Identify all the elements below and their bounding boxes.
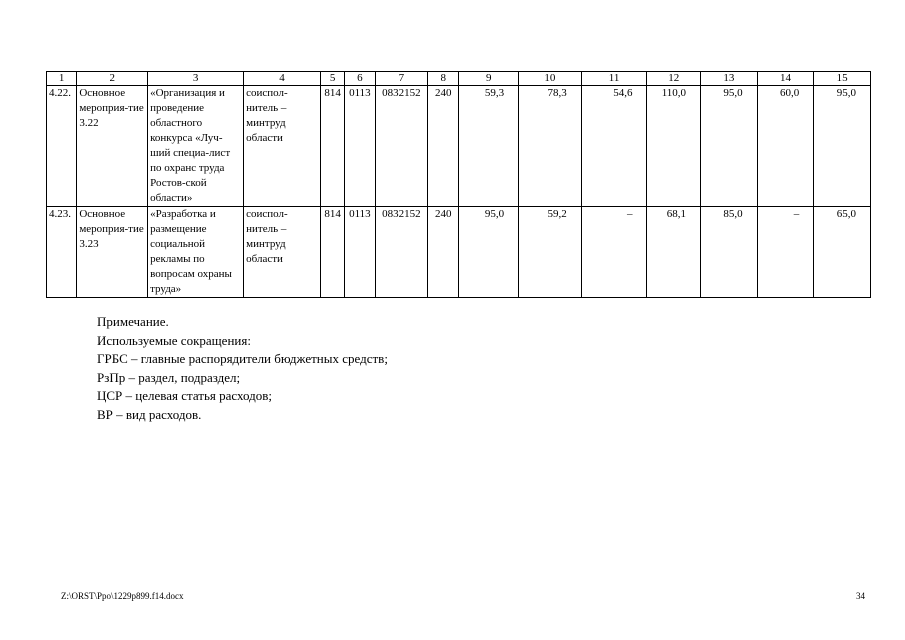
- notes-section: [97, 313, 388, 424]
- notes-line: ВР – вид расходов.: [97, 406, 202, 422]
- value-cell: 95,0: [701, 86, 758, 207]
- program-table: [46, 71, 871, 298]
- footer-file-path: Z:\ORST\Ppo\1229p899.f14.docx: [61, 591, 184, 601]
- vr-code: 240: [428, 207, 459, 298]
- row-number: 4.23.: [47, 207, 77, 298]
- header-cell: 13: [701, 72, 758, 86]
- activity-description: «Организация и проведение областного конкурса «Луч-ший специа-лист по охранс труда Ростов-ской области»: [148, 86, 244, 207]
- header-cell: 1: [47, 72, 77, 86]
- header-cell: 8: [428, 72, 459, 86]
- notes-title: Примечание.: [97, 314, 169, 329]
- rzpr-code: 0113: [345, 86, 375, 207]
- value-cell: 65,0: [814, 207, 871, 298]
- header-cell: 15: [814, 72, 871, 86]
- page-number: 34: [856, 591, 865, 601]
- header-cell: 4: [244, 72, 321, 86]
- value-cell: 95,0: [459, 207, 519, 298]
- activity-name: Основное мероприя-тие 3.23: [77, 207, 148, 298]
- header-cell: 5: [320, 72, 344, 86]
- header-cell: 14: [757, 72, 814, 86]
- value-cell: 60,0: [757, 86, 814, 207]
- value-cell: –: [581, 207, 647, 298]
- value-cell: 68,1: [647, 207, 701, 298]
- notes-line: Используемые сокращения:: [97, 332, 251, 348]
- value-cell: 110,0: [647, 86, 701, 207]
- grbs-code: 814: [320, 86, 344, 207]
- csr-code: 0832152: [375, 207, 428, 298]
- header-cell: 2: [77, 72, 148, 86]
- notes-line: РзПр – раздел, подраздел;: [97, 369, 241, 385]
- header-cell: 12: [647, 72, 701, 86]
- value-cell: 54,6: [581, 86, 647, 207]
- header-cell: 10: [519, 72, 582, 86]
- vr-code: 240: [428, 86, 459, 207]
- table-row: [47, 207, 871, 298]
- header-cell: 11: [581, 72, 647, 86]
- value-cell: 85,0: [701, 207, 758, 298]
- csr-code: 0832152: [375, 86, 428, 207]
- activity-name: Основное мероприя-тие 3.22: [77, 86, 148, 207]
- row-number: 4.22.: [47, 86, 77, 207]
- activity-description: «Разработка и размещение социальной рекламы по вопросам охраны труда»: [148, 207, 244, 298]
- value-cell: 95,0: [814, 86, 871, 207]
- table-row: [47, 86, 871, 207]
- value-cell: 78,3: [519, 86, 582, 207]
- header-cell: 9: [459, 72, 519, 86]
- executor: соиспол-нитель – минтруд области: [244, 86, 321, 207]
- header-row: [47, 72, 871, 86]
- value-cell: 59,3: [459, 86, 519, 207]
- rzpr-code: 0113: [345, 207, 375, 298]
- value-cell: 59,2: [519, 207, 582, 298]
- header-cell: 6: [345, 72, 375, 86]
- notes-line: ЦСР – целевая статья расходов;: [97, 388, 272, 403]
- notes-line: ГРБС – главные распорядители бюджетных средств;: [97, 351, 388, 366]
- header-cell: 7: [375, 72, 428, 86]
- grbs-code: 814: [320, 207, 344, 298]
- header-cell: 3: [148, 72, 244, 86]
- value-cell: –: [757, 207, 814, 298]
- executor: соиспол-нитель – минтруд области: [244, 207, 321, 298]
